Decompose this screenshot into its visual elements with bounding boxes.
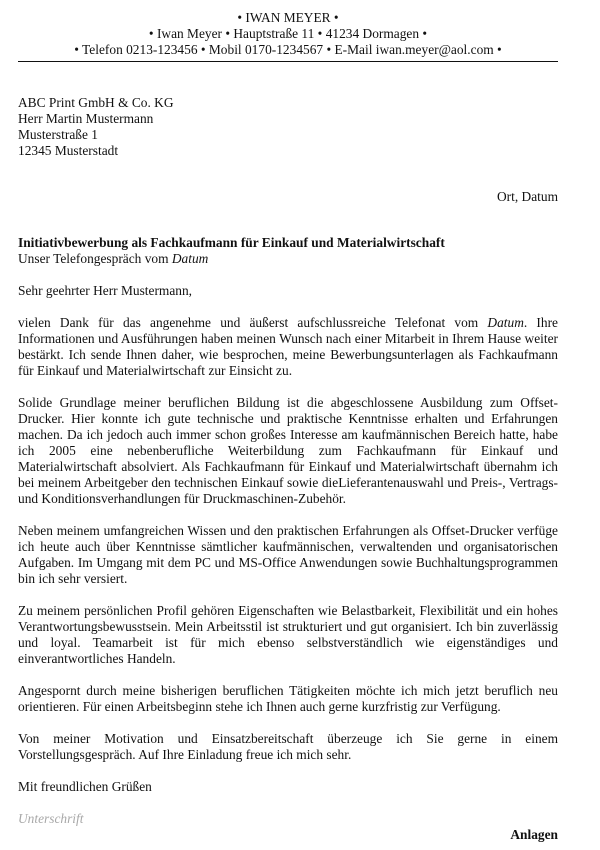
body-p1-part1: vielen Dank für das angenehme und äußerst aufschlussreiche Telefonat vom: [18, 315, 488, 330]
recipient-city: 12345 Musterstadt: [18, 143, 119, 158]
recipient-street: Musterstraße 1: [18, 127, 98, 142]
sender-address: • Iwan Meyer • Hauptstraße 11 • 41234 Dormagen •: [148, 26, 428, 41]
closing: Mit freundlichen Grüßen: [18, 779, 152, 794]
salutation: Sehr geehrter Herr Mustermann,: [18, 283, 193, 298]
body-paragraph-2: Solide Grundlage meiner beruflichen Bildung ist die abgeschlossene Ausbildung zum Offset-Drucker. Hier konnte ich gute technische und praktische Kenntnisse erhalten und Erfahrungen machen. Da ich jedoch auch immer schon großes Interesse am kaufmännischen Bereich hatte, habe ich 2005 eine nebenberufliche Weiterbildung zum Fachkaufmann für Einkauf und Materialwirtschaft absolviert. Als Fachkaufmann für Einkauf und Materialwirtschaft übernahm ich bei meinem Arbeitgeber den technischen Einkauf sowie dieLieferantenauswahl und Preis-, Vertrags- und Konditionsverhandlungen für Druckmaschinen-Zubehör.: [18, 395, 558, 506]
subject-title: Initiativbewerbung als Fachkaufmann für Einkauf und Materialwirtschaft: [18, 235, 445, 250]
body-p1-part2: . Ihre Informationen und Ausführungen haben meinen Wunsch nach einer Mitarbeit in Ihrem Hause weiter bestärkt. Ich sende Ihnen daher, wie besprochen, meine Bewerbungsunterlagen als Fachkaufmann für Einkauf und Materialwirtschaft zur Einsicht zu.: [18, 315, 558, 378]
sender-contact: • Telefon 0213-123456 • Mobil 0170-1234567 • E-Mail iwan.meyer@aol.com •: [74, 42, 502, 57]
letterhead-divider: [18, 61, 558, 62]
body-paragraph-5: Angespornt durch meine bisherigen beruflichen Tätigkeiten möchte ich mich jetzt beruflich neu orientieren. Für einen Arbeitsbeginn stehe ich Ihnen auch gerne kurzfristig zur Verfügung.: [18, 683, 558, 714]
body-paragraph-3: Neben meinem umfangreichen Wissen und den praktischen Erfahrungen als Offset-Drucker verfüge ich heute auch über Kenntnisse sämtlicher kaufmännischen, verwaltenden und organisatorischen Aufgaben. Im Umgang mit dem PC und MS-Office Anwendungen sowie Buchhaltungsprogrammen bin ich sehr versiert.: [18, 523, 558, 586]
body-paragraph-6: Von meiner Motivation und Einsatzbereitschaft überzeuge ich Sie gerne in einem Vorstellungsgespräch. Auf Ihre Einladung freue ich mich sehr.: [18, 731, 558, 762]
letter-page: [18, 10, 558, 843]
subject-reference-prefix: Unser Telefongespräch vom: [18, 251, 172, 266]
recipient-company: ABC Print GmbH & Co. KG: [18, 95, 174, 110]
signature-placeholder: Unterschrift: [18, 811, 84, 826]
letterhead: [18, 10, 558, 58]
sender-name: • IWAN MEYER •: [237, 10, 339, 25]
subject-reference: [18, 251, 558, 267]
place-date: Ort, Datum: [497, 189, 558, 204]
recipient-address: [18, 95, 558, 159]
subject-block: [18, 235, 558, 267]
body-paragraph-4: Zu meinem persönlichen Profil gehören Eigenschaften wie Belastbarkeit, Flexibilität und ein hohes Verantwortungsbewusstsein. Mein Arbeitsstil ist strukturiert und gut organisiert. Ich bin zuverlässig und loyal. Teamarbeit ist für mich ebenso selbstverständlich wie eigenständiges und einverantwortliches Handeln.: [18, 603, 558, 666]
enclosures-label: Anlagen: [510, 827, 558, 842]
recipient-person: Herr Martin Mustermann: [18, 111, 154, 126]
body-p1-date: Datum: [487, 315, 524, 330]
body-paragraph-1: [18, 315, 558, 379]
subject-reference-date: Datum: [171, 251, 209, 266]
